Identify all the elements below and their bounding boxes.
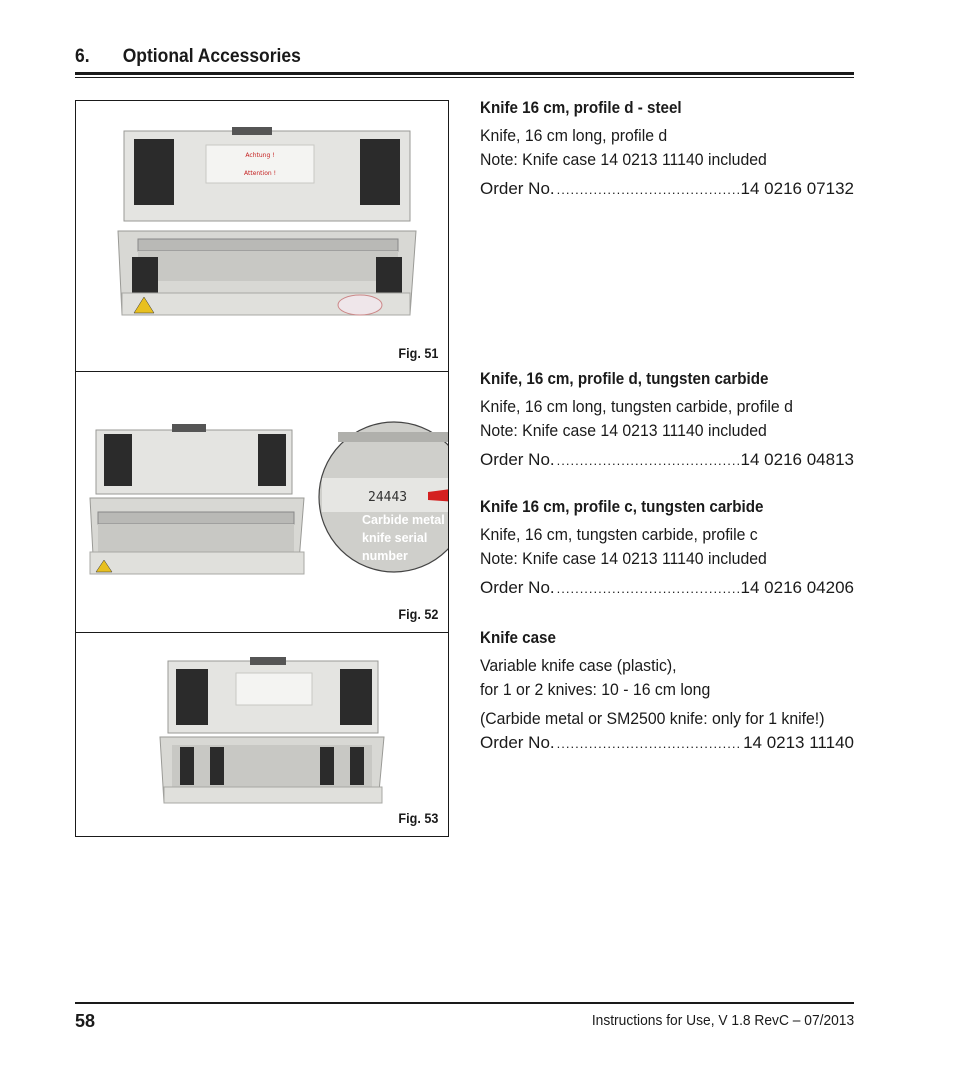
knife-case-photo-open bbox=[76, 101, 448, 371]
section-heading bbox=[75, 46, 792, 68]
catalog-entry bbox=[480, 495, 854, 601]
figure-label: Fig. 53 bbox=[398, 810, 438, 826]
entry-title: Knife 16 cm, profile d - steel bbox=[480, 99, 682, 117]
entry-title: Knife case bbox=[480, 629, 556, 647]
svg-text:number: number bbox=[362, 549, 408, 563]
knife-case-photo-empty bbox=[76, 633, 448, 836]
entry-description-line: (Carbide metal or SM2500 knife: only for 1 knife!) bbox=[480, 709, 825, 728]
entry-description-line: Variable knife case (plastic), bbox=[480, 656, 677, 675]
svg-text:Carbide metal: Carbide metal bbox=[362, 513, 445, 527]
figure-53-box bbox=[75, 632, 449, 837]
catalog-entry bbox=[480, 367, 854, 473]
order-number: 14 0216 04206 bbox=[740, 578, 854, 597]
order-line bbox=[480, 576, 854, 601]
entry-description-line: Knife, 16 cm long, tungsten carbide, profile d bbox=[480, 397, 793, 416]
entry-description-line: Knife, 16 cm, tungsten carbide, profile c bbox=[480, 525, 758, 544]
catalog-entry bbox=[480, 96, 854, 202]
order-label: Order No. bbox=[480, 733, 555, 752]
figure-label: Fig. 51 bbox=[398, 345, 438, 361]
svg-text:Achtung !: Achtung ! bbox=[245, 152, 275, 159]
entry-description-line: Knife, 16 cm long, profile d bbox=[480, 126, 668, 145]
entry-description-line: for 1 or 2 knives: 10 - 16 cm long bbox=[480, 680, 711, 699]
entry-description-line: Note: Knife case 14 0213 11140 included bbox=[480, 150, 767, 169]
entry-title: Knife, 16 cm, profile d, tungsten carbide bbox=[480, 370, 769, 388]
svg-text:Attention !: Attention ! bbox=[243, 170, 277, 177]
header-rule-thick bbox=[75, 72, 854, 75]
leader-dots bbox=[557, 449, 739, 473]
footer-rule bbox=[75, 1002, 854, 1004]
order-number: 14 0216 04813 bbox=[740, 450, 854, 469]
order-line bbox=[480, 731, 854, 756]
svg-text:knife serial: knife serial bbox=[362, 531, 428, 545]
section-header bbox=[75, 46, 854, 68]
knife-case-photo-with-carbide-knife bbox=[76, 372, 448, 632]
order-label: Order No. bbox=[480, 578, 555, 597]
document-info: Instructions for Use, V 1.8 RevC – 07/2013 bbox=[591, 1012, 854, 1029]
leader-dots bbox=[557, 577, 739, 601]
entry-description-line: Note: Knife case 14 0213 11140 included bbox=[480, 421, 767, 440]
order-label: Order No. bbox=[480, 179, 555, 198]
leader-dots bbox=[557, 178, 739, 202]
order-line bbox=[480, 448, 854, 473]
section-number: 6. bbox=[75, 46, 90, 67]
svg-text:24443: 24443 bbox=[368, 490, 408, 505]
order-line bbox=[480, 177, 854, 202]
order-number: 14 0213 11140 bbox=[743, 733, 854, 752]
entry-description-line: Note: Knife case 14 0213 11140 included bbox=[480, 549, 767, 568]
figure-label: Fig. 52 bbox=[398, 606, 438, 622]
page-number: 58 bbox=[75, 1011, 96, 1031]
figure-52-box bbox=[75, 371, 449, 633]
section-title: Optional Accessories bbox=[122, 46, 301, 67]
catalog-entry bbox=[480, 626, 854, 756]
figure-51-box bbox=[75, 100, 449, 372]
leader-dots bbox=[557, 732, 741, 756]
entry-title: Knife 16 cm, profile c, tungsten carbide bbox=[480, 498, 764, 516]
order-label: Order No. bbox=[480, 450, 555, 469]
header-rule-thin bbox=[75, 77, 854, 78]
order-number: 14 0216 07132 bbox=[740, 179, 854, 198]
